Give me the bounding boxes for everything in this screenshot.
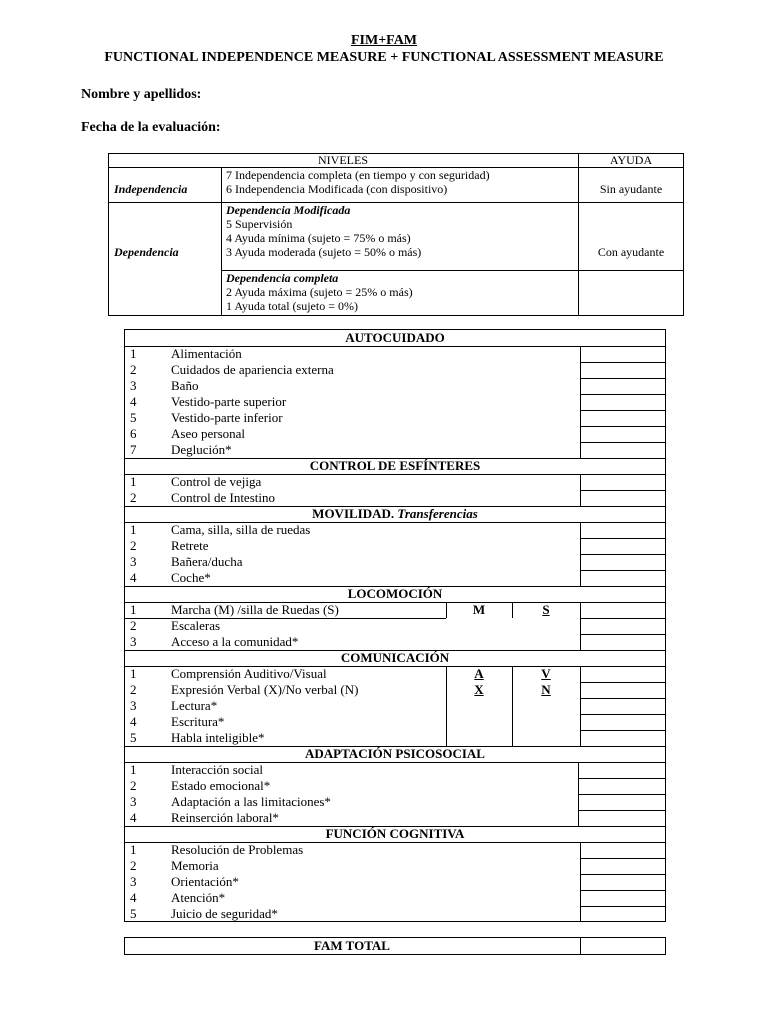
- levels-col-divider: [221, 167, 222, 316]
- row-label: Deglución*: [171, 442, 232, 457]
- divider: [580, 426, 666, 427]
- divider: [580, 618, 666, 619]
- divider: [580, 906, 666, 907]
- row-label: Escaleras: [171, 618, 221, 633]
- row-label: Interacción social: [171, 762, 264, 777]
- row-label: Cama, silla, silla de ruedas: [171, 522, 311, 537]
- row-label: Escritura*: [171, 714, 225, 729]
- row-label: Marcha (M) /silla de Ruedas (S): [171, 602, 339, 617]
- divider: [580, 410, 666, 411]
- row-label: Comprensión Auditivo/Visual: [171, 666, 327, 681]
- row-number: 3: [130, 378, 137, 393]
- row-number: 1: [130, 522, 137, 537]
- row-label: Control de vejiga: [171, 474, 262, 489]
- row-number: 1: [130, 842, 137, 857]
- row-number: 4: [130, 810, 137, 825]
- row-label: Estado emocional*: [171, 778, 271, 793]
- row-label: Baño: [171, 378, 199, 393]
- marker-m: M: [472, 602, 486, 617]
- name-label: Nombre y apellidos:: [81, 87, 202, 102]
- row-number: 2: [130, 858, 137, 873]
- dependence-label: Dependencia: [114, 245, 179, 259]
- divider: [580, 666, 581, 746]
- divider: [580, 362, 666, 363]
- row-number: 3: [130, 554, 137, 569]
- section-title-movilidad-bold: MOVILIDAD.: [312, 506, 395, 521]
- total-divider: [580, 937, 581, 955]
- complete-dependence-title: Dependencia completa: [226, 271, 339, 285]
- row-number: 1: [130, 346, 137, 361]
- row-label: Resolución de Problemas: [171, 842, 304, 857]
- row-label: Atención*: [171, 890, 226, 905]
- divider: [580, 554, 666, 555]
- row-label: Control de Intestino: [171, 490, 275, 505]
- level-3-line: 3 Ayuda moderada (sujeto = 50% o más): [226, 245, 422, 259]
- marker-s: S: [542, 602, 550, 617]
- dependence-help: Con ayudante: [597, 245, 665, 259]
- marker-v: V: [541, 666, 551, 681]
- row-number: 4: [130, 714, 137, 729]
- row-label: Habla inteligible*: [171, 730, 265, 745]
- row-label: Expresión Verbal (X)/No verbal (N): [171, 682, 359, 697]
- fam-total-label: FAM TOTAL: [314, 938, 390, 953]
- row-number: 2: [130, 362, 137, 377]
- divider: [580, 890, 666, 891]
- row-label: Reinserción laboral*: [171, 810, 279, 825]
- row-label: Juicio de seguridad*: [171, 906, 278, 921]
- row-number: 4: [130, 394, 137, 409]
- row-label: Bañera/ducha: [171, 554, 243, 569]
- section-title-psicosocial: ADAPTACIÓN PSICOSOCIAL: [305, 746, 485, 761]
- divider: [580, 394, 666, 395]
- independence-help: Sin ayudante: [599, 182, 663, 196]
- row-label: Cuidados de apariencia externa: [171, 362, 334, 377]
- marker-a: A: [474, 666, 484, 681]
- row-label: Coche*: [171, 570, 211, 585]
- divider: [580, 730, 666, 731]
- divider: [580, 442, 666, 443]
- row-number: 5: [130, 906, 137, 921]
- row-number: 1: [130, 762, 137, 777]
- document-title: FIM+FAM: [350, 33, 418, 48]
- marker-x: X: [474, 682, 484, 697]
- row-number: 3: [130, 794, 137, 809]
- section-title-movilidad-italic: Transferencias: [397, 506, 478, 521]
- divider: [578, 794, 666, 795]
- levels-header: NIVELES: [318, 153, 368, 167]
- divider: [580, 378, 666, 379]
- modified-dependence-title: Dependencia Modificada: [226, 203, 351, 217]
- independence-line-6: 6 Independencia Modificada (con dispositivo): [226, 182, 448, 196]
- row-number: 1: [130, 602, 137, 617]
- row-label: Acceso a la comunidad*: [171, 634, 299, 649]
- row-number: 3: [130, 874, 137, 889]
- level-1-line: 1 Ayuda total (sujeto = 0%): [226, 299, 358, 313]
- row-number: 3: [130, 698, 137, 713]
- row-number: 1: [130, 666, 137, 681]
- row-label: Aseo personal: [171, 426, 246, 441]
- divider: [580, 858, 666, 859]
- levels-row-divider: [108, 202, 684, 203]
- independence-label: Independencia: [114, 182, 188, 196]
- row-number: 2: [130, 778, 137, 793]
- row-label: Retrete: [171, 538, 209, 553]
- divider: [580, 874, 666, 875]
- row-number: 3: [130, 634, 137, 649]
- level-5-line: 5 Supervisión: [226, 217, 293, 231]
- divider: [578, 810, 666, 811]
- document-subtitle: FUNCTIONAL INDEPENDENCE MEASURE + FUNCTIONAL ASSESSMENT MEASURE: [104, 50, 664, 65]
- divider: [580, 682, 666, 683]
- row-label: Adaptación a las limitaciones*: [171, 794, 331, 809]
- row-label: Orientación*: [171, 874, 239, 889]
- divider: [580, 570, 666, 571]
- divider: [580, 538, 666, 539]
- marker-n: N: [541, 682, 551, 697]
- row-label: Memoria: [171, 858, 219, 873]
- divider: [580, 490, 666, 491]
- level-2-line: 2 Ayuda máxima (sujeto = 25% o más): [226, 285, 413, 299]
- row-number: 2: [130, 538, 137, 553]
- row-number: 6: [130, 426, 137, 441]
- row-number: 2: [130, 618, 137, 633]
- row-label: Vestido-parte inferior: [171, 410, 283, 425]
- row-number: 5: [130, 410, 137, 425]
- row-number: 5: [130, 730, 137, 745]
- independence-line-7: 7 Independencia completa (en tiempo y con seguridad): [226, 168, 490, 182]
- row-label: Alimentación: [171, 346, 242, 361]
- row-label: Lectura*: [171, 698, 218, 713]
- row-number: 2: [130, 682, 137, 697]
- row-label: Vestido-parte superior: [171, 394, 287, 409]
- divider: [580, 698, 666, 699]
- section-title-cognitiva: FUNCIÓN COGNITIVA: [325, 826, 465, 841]
- date-label: Fecha de la evaluación:: [81, 120, 221, 135]
- row-number: 1: [130, 474, 137, 489]
- divider: [580, 842, 581, 922]
- divider: [578, 778, 666, 779]
- row-number: 4: [130, 570, 137, 585]
- section-title-esfinteres: CONTROL DE ESFÍNTERES: [309, 458, 481, 473]
- divider: [580, 714, 666, 715]
- section-title-movilidad: [124, 506, 666, 521]
- divider: [580, 602, 581, 650]
- row-number: 2: [130, 490, 137, 505]
- help-header: AYUDA: [609, 153, 653, 167]
- section-title-comunicacion: COMUNICACIÓN: [340, 650, 450, 665]
- row-number: 7: [130, 442, 137, 457]
- row-number: 4: [130, 890, 137, 905]
- section-title-locomocion: LOCOMOCIÓN: [347, 586, 443, 601]
- level-4-line: 4 Ayuda mínima (sujeto = 75% o más): [226, 231, 411, 245]
- divider: [580, 634, 666, 635]
- levels-help-col-divider: [578, 153, 579, 316]
- section-title-autocuidado: AUTOCUIDADO: [345, 330, 445, 345]
